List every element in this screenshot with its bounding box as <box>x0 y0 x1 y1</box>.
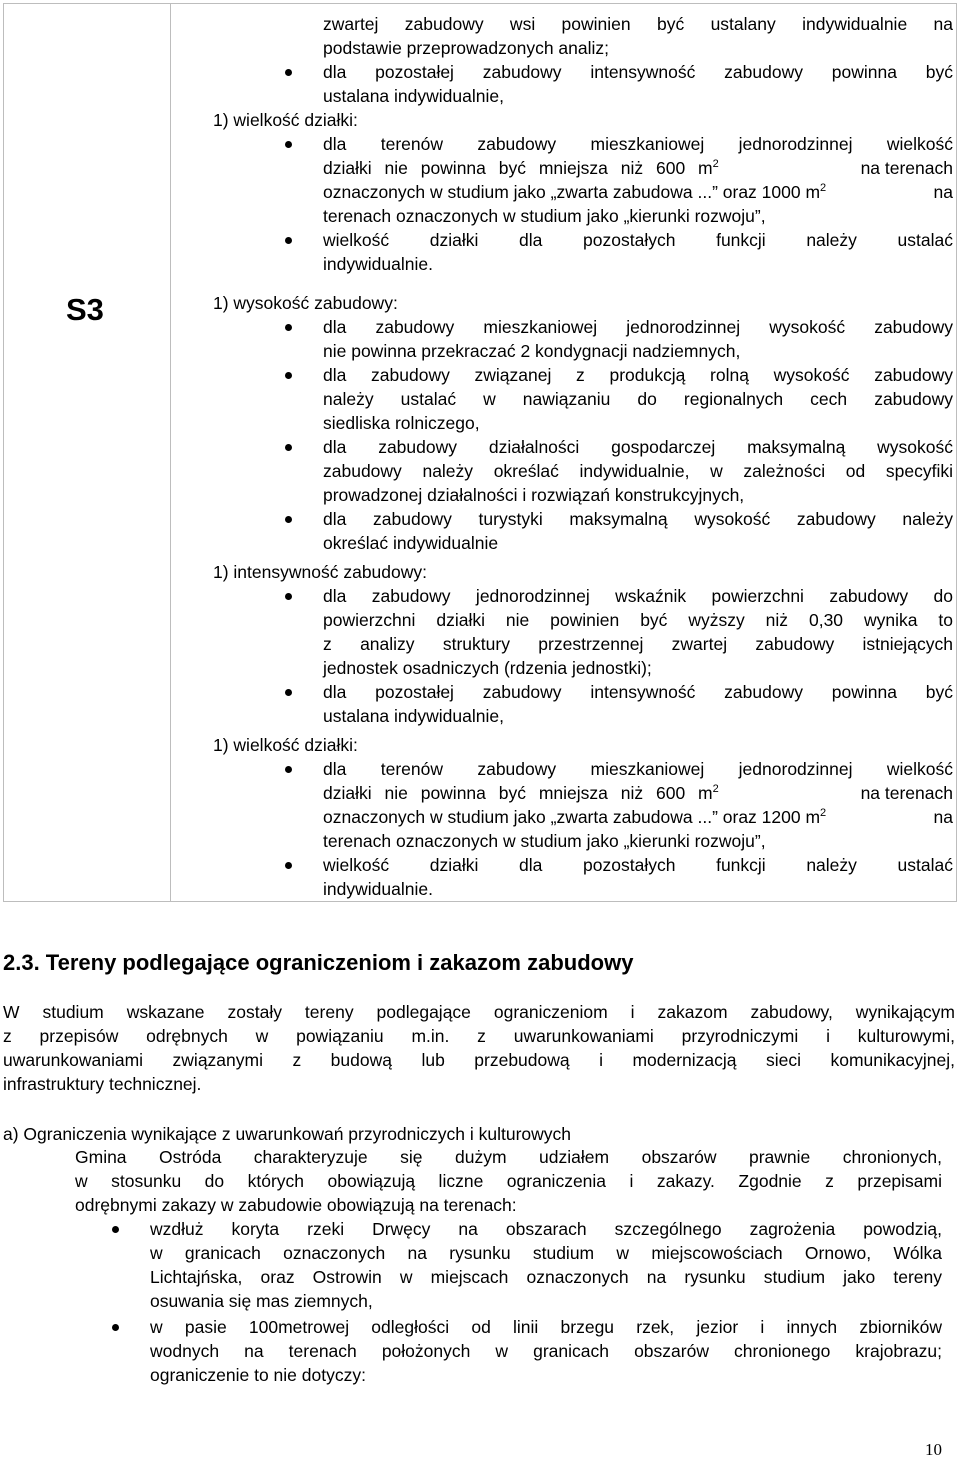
page-number: 10 <box>925 1440 942 1459</box>
text-line: Gmina Ostróda charakteryzuje się dużym udziałem obszarów prawnie chronionych, <box>75 1147 942 1167</box>
superscript: 2 <box>712 783 719 795</box>
bullet-icon <box>285 324 292 331</box>
section-heading: 2.3. Tereny podlegające ograniczeniom i zakazom zabudowy <box>3 950 634 975</box>
list-item-line: w granicach oznaczonych na rysunku studium w miejscowościach Ornowo, Wólka <box>150 1243 942 1263</box>
text-line: zabudowy należy określać indywidualnie, w zależności od specyfiki <box>323 461 953 481</box>
list-number: 1) wielkość działki: <box>213 735 358 755</box>
text-fragment: na terenach <box>860 783 953 803</box>
table-column-divider <box>170 3 171 902</box>
text-line: dla zabudowy związanej z produkcją rolną wysokość zabudowy <box>323 365 953 385</box>
text-line: dla zabudowy turystyki maksymalną wysokość zabudowy należy <box>323 509 953 529</box>
subsection-heading: a) Ograniczenia wynikające z uwarunkowań przyrodniczych i kulturowych <box>3 1124 572 1144</box>
bullet-icon <box>285 516 292 523</box>
text-line: dla terenów zabudowy mieszkaniowej jednorodzinnej wielkość <box>323 134 953 154</box>
list-item-line: wzdłuż koryta rzeki Drwęcy na obszarach szczególnego zagrożenia powodzią, <box>150 1219 942 1239</box>
bullet-icon <box>112 1226 119 1233</box>
bullet-icon <box>285 69 292 76</box>
text-line: uwarunkowaniami związanymi z budową lub przebudową i modernizacją sieci komunikacyjnej, <box>3 1050 955 1070</box>
bullet-icon <box>285 689 292 696</box>
text-fragment: na <box>933 182 953 202</box>
bullet-icon <box>285 593 292 600</box>
text-line: siedliska rolniczego, <box>323 413 480 433</box>
text-line: z analizy struktury przestrzennej zwartej zabudowy istniejących <box>323 634 953 654</box>
list-item-line: ograniczenie to nie dotyczy: <box>150 1365 366 1385</box>
text-line: należy ustalać w nawiązaniu do regionalnych cech zabudowy <box>323 389 953 409</box>
text-fragment: oznaczonych w studium jako „zwarta zabudowa ...” oraz 1200 m <box>323 807 821 827</box>
bullet-icon <box>112 1324 119 1331</box>
list-item-line: wodnych na terenach położonych w granicach obszarów chronionego krajobrazu; <box>150 1341 942 1361</box>
bullet-icon <box>285 237 292 244</box>
text-fragment: na <box>933 807 953 827</box>
text-line: ustalana indywidualnie, <box>323 706 504 726</box>
text-line: wielkość działki dla pozostałych funkcji należy ustalać <box>323 230 953 250</box>
text-line <box>323 180 953 204</box>
text-fragment: oznaczonych w studium jako „zwarta zabudowa ...” oraz 1000 m <box>323 182 821 202</box>
list-number: 1) intensywność zabudowy: <box>213 562 427 582</box>
list-number: 1) wysokość zabudowy: <box>213 293 398 313</box>
text-line: w stosunku do których obowiązują liczne ograniczenia i zakazy. Zgodnie z przepisami <box>75 1171 942 1191</box>
text-line: wielkość działki dla pozostałych funkcji należy ustalać <box>323 855 953 875</box>
text-line: indywidualnie. <box>323 254 433 274</box>
bullet-icon <box>285 444 292 451</box>
text-fragment: działki nie powinna być mniejsza niż 600 m <box>323 158 713 178</box>
text-line: odrębnymi zakazy w zabudowie obowiązują na terenach: <box>75 1195 517 1215</box>
text-line: dla zabudowy jednorodzinnej wskaźnik powierzchni zabudowy do <box>323 586 953 606</box>
text-line: powierzchni działki nie powinien być wyższy niż 0,30 wynika to <box>323 610 953 630</box>
text-fragment: na terenach <box>860 158 953 178</box>
text-line <box>323 156 953 180</box>
bullet-icon <box>285 141 292 148</box>
list-item-line: osuwania się mas ziemnych, <box>150 1291 373 1311</box>
text-line: dla terenów zabudowy mieszkaniowej jednorodzinnej wielkość <box>323 759 953 779</box>
superscript: 2 <box>820 807 827 819</box>
text-line: ustalana indywidualnie, <box>323 86 504 106</box>
text-line <box>323 805 953 829</box>
row-code: S3 <box>66 292 104 327</box>
text-line: dla pozostałej zabudowy intensywność zabudowy powinna być <box>323 62 953 82</box>
bullet-icon <box>285 766 292 773</box>
text-line: indywidualnie. <box>323 879 433 899</box>
text-line: dla zabudowy działalności gospodarczej maksymalną wysokość <box>323 437 953 457</box>
text-line: określać indywidualnie <box>323 533 499 553</box>
text-line: prowadzonej działalności i rozwiązań konstrukcyjnych, <box>323 485 745 505</box>
text-line: nie powinna przekraczać 2 kondygnacji nadziemnych, <box>323 341 741 361</box>
bullet-icon <box>285 372 292 379</box>
text-line: dla zabudowy mieszkaniowej jednorodzinnej wysokość zabudowy <box>323 317 953 337</box>
text-line: z przepisów odrębnych w powiązaniu m.in. z uwarunkowaniami przyrodniczymi i kulturowymi, <box>3 1026 955 1046</box>
text-line: infrastruktury technicznej. <box>3 1074 202 1094</box>
text-line: jednostek osadniczych (rdzenia jednostki); <box>323 658 652 678</box>
text-line: zwartej zabudowy wsi powinien być ustalany indywidualnie na <box>323 14 953 34</box>
list-item-line: Lichtajńska, oraz Ostrowin w miejscach oznaczonych na rysunku studium jako tereny <box>150 1267 942 1287</box>
text-line: podstawie przeprowadzonych analiz; <box>323 38 609 58</box>
superscript: 2 <box>820 182 827 194</box>
text-line: terenach oznaczonych w studium jako „kierunki rozwoju”, <box>323 206 766 226</box>
text-fragment: działki nie powinna być mniejsza niż 600 m <box>323 783 713 803</box>
list-number: 1) wielkość działki: <box>213 110 358 130</box>
superscript: 2 <box>712 158 719 170</box>
bullet-icon <box>285 862 292 869</box>
text-line: dla pozostałej zabudowy intensywność zabudowy powinna być <box>323 682 953 702</box>
text-line: W studium wskazane zostały tereny podlegające ograniczeniom i zakazom zabudowy, wynikającym <box>3 1002 955 1022</box>
list-item-line: w pasie 100metrowej odległości od linii brzegu rzek, jezior i innych zbiorników <box>150 1317 942 1337</box>
text-line <box>323 781 953 805</box>
text-line: terenach oznaczonych w studium jako „kierunki rozwoju”, <box>323 831 766 851</box>
